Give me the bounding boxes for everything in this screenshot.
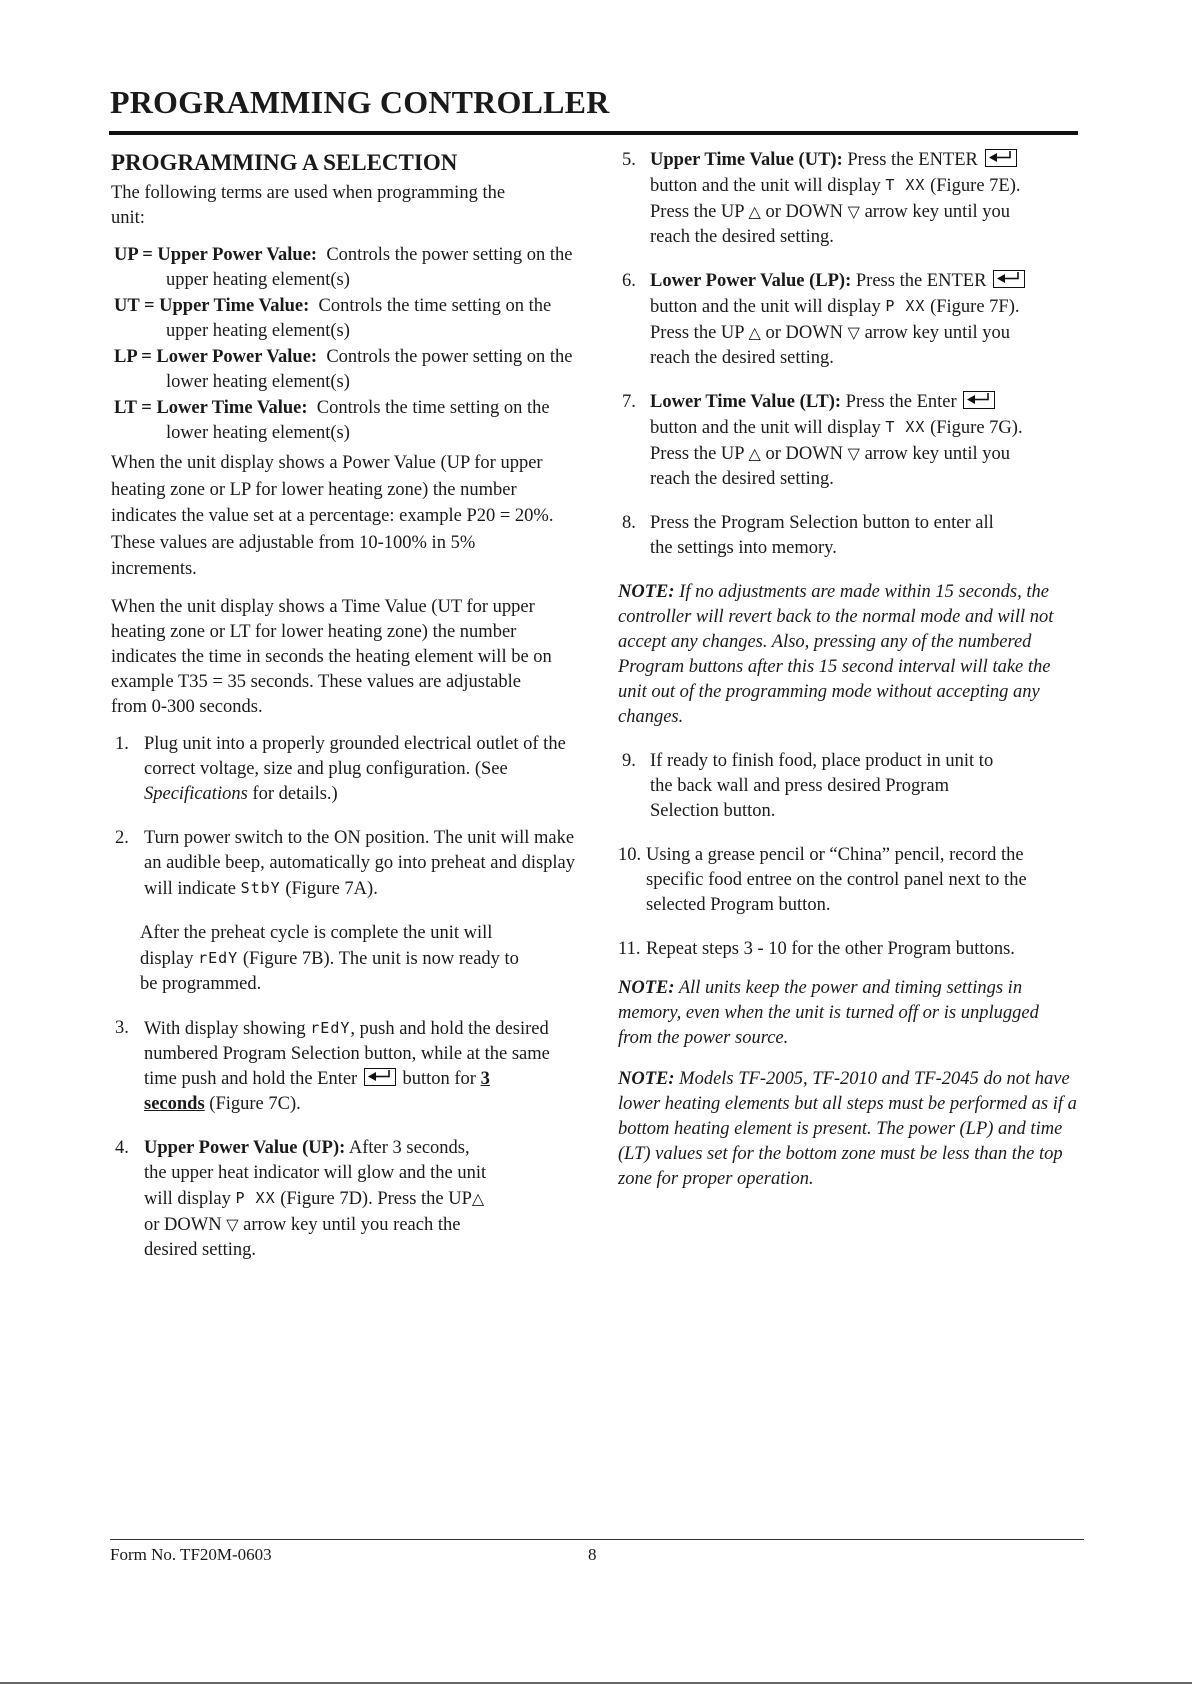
terms-list <box>114 243 581 446</box>
intro-text: The following terms are used when programming the unit: <box>111 183 506 228</box>
step-text-part: (Figure 7A). <box>280 878 378 899</box>
lcd-display-text: rEdY <box>310 1018 351 1037</box>
step-text-part: button for <box>397 1068 481 1089</box>
footer-divider <box>110 1539 1084 1540</box>
step-7 <box>618 390 1088 492</box>
term-up <box>114 243 581 293</box>
term-lt <box>114 396 581 446</box>
step-6 <box>618 269 1088 371</box>
step-number: 10. <box>618 845 642 865</box>
step-text-part: or DOWN <box>760 444 848 464</box>
step-text-part: or DOWN <box>144 1214 227 1235</box>
step-text-part: Plug unit into a properly grounded electrical outlet of the correct voltage, size and plug configuration. (See <box>144 733 566 779</box>
right-column <box>618 148 1088 1211</box>
step-text-emphasis: 3 seconds <box>144 1068 490 1114</box>
down-arrow-icon: ▽ <box>226 1214 239 1234</box>
enter-key-icon <box>993 270 1025 288</box>
step-label: Lower Time Value (LT): <box>650 392 842 412</box>
term-lp <box>114 345 581 395</box>
page-title: PROGRAMMING CONTROLLER <box>110 84 610 120</box>
step-text-part: (Figure 7C). <box>204 1093 301 1114</box>
enter-key-icon <box>963 391 995 409</box>
step-text-part: arrow key until you reach the desired setting. <box>650 202 1010 247</box>
step-text <box>144 1136 581 1263</box>
step-text-part: Press the ENTER <box>851 271 992 291</box>
step-text-part: arrow key until you reach the desired setting. <box>144 1214 461 1260</box>
step-label: Upper Power Value (UP): <box>144 1137 346 1158</box>
step-text <box>144 1016 581 1117</box>
step-text-part: Turn power switch to the ON position. The unit will make an audible beep, automatically go into preheat and display will indicate <box>144 827 576 899</box>
step-text-part: , push and hold the desired numbered Program Selection button, while at the same time push and hold the Enter <box>144 1018 550 1089</box>
step-text-part: Press the Enter <box>841 392 962 412</box>
step-number: 2. <box>115 827 129 848</box>
term-desc: Controls the power setting on the upper heating element(s) <box>166 245 573 290</box>
down-arrow-icon: ▽ <box>847 444 860 463</box>
section-heading: PROGRAMMING A SELECTION <box>111 150 458 175</box>
step-number: 7. <box>622 392 636 412</box>
term-label: UP = Upper Power Value: <box>114 245 318 265</box>
step-text-part: After 3 seconds, the upper heat indicator will glow and the unit will display <box>144 1137 487 1209</box>
step-text-part: (Figure 7E). Press the UP <box>650 176 1021 222</box>
footer-page-number: 8 <box>588 1545 597 1564</box>
enter-key-icon <box>364 1068 396 1086</box>
step-text <box>650 269 1088 371</box>
note-label: NOTE: <box>618 978 675 998</box>
step-text-part: or DOWN <box>760 323 848 343</box>
step-11 <box>618 937 1088 962</box>
step-9 <box>618 749 1088 824</box>
down-arrow-icon: ▽ <box>847 323 860 342</box>
step-text-part: or DOWN <box>760 202 848 222</box>
page-bottom-edge <box>0 1682 1192 1684</box>
title-divider <box>109 131 1078 135</box>
lcd-display-text: T XX <box>885 176 926 194</box>
note-text: Models TF-2005, TF-2010 and TF-2045 do not have lower heating elements but all steps must be performed as if a bottom heating element is present. The power (LP) and time (LT) values set for the bottom zone must be less than the top zone for proper operation. <box>618 1069 1077 1189</box>
step-text: Press the Program Selection button to enter all the settings into memory. <box>650 513 994 558</box>
step-text <box>650 148 1088 250</box>
enter-key-icon <box>985 149 1017 167</box>
lcd-display-text: P XX <box>885 297 926 315</box>
step-text: Using a grease pencil or “China” pencil, record the specific food entree on the control panel next to the selected Program button. <box>646 845 1027 915</box>
time-value-paragraph: When the unit display shows a Time Value (UT for upper heating zone or LT for lower heating zone) the number indicates the time in seconds the heating element will be on example T35 = 35 seconds. These values are adjustable from 0-300 seconds. <box>111 596 552 717</box>
footer-form-number: Form No. TF20M-0603 <box>110 1545 272 1564</box>
step-2-subparagraph <box>140 921 530 997</box>
note-timeout <box>618 580 1066 730</box>
step-text-part: (Figure 7B). The unit is now ready to be programmed. <box>140 948 519 994</box>
note-label: NOTE: <box>618 1069 675 1089</box>
step-text-part: button and the unit will display <box>650 176 886 196</box>
step-text: If ready to finish food, place product in unit to the back wall and press desired Program Selection button. <box>650 751 994 821</box>
step-number: 1. <box>115 733 129 754</box>
step-text-part: (Figure 7D). Press the UP <box>275 1188 472 1209</box>
step-text-part: arrow key until you reach the desired setting. <box>650 323 1010 368</box>
step-number: 8. <box>622 513 636 533</box>
step-text-italic: Specifications <box>144 783 248 804</box>
step-text <box>144 826 581 902</box>
step-5 <box>618 148 1088 250</box>
up-arrow-icon: △ <box>748 444 761 463</box>
lcd-display-text: T XX <box>885 418 926 436</box>
step-label: Upper Time Value (UT): <box>650 150 843 170</box>
term-desc: Controls the power setting on the lower heating element(s) <box>166 347 573 392</box>
note-label: NOTE: <box>618 582 675 602</box>
step-text-part: Press the ENTER <box>842 150 983 170</box>
power-value-paragraph: When the unit display shows a Power Value (UP for upper heating zone or LP for lower heating zone) the number indicates the value set at a percentage: example P20 = 20%. These values are adjustable from 10-100% in 5% increments. <box>111 453 554 579</box>
note-text: If no adjustments are made within 15 seconds, the controller will revert back to the normal mode and will not accept any changes. Also, pressing any of the numbered Program buttons after this 15 second interval will take the unit out of the programming mode without accepting any changes. <box>618 582 1054 727</box>
note-text: All units keep the power and timing settings in memory, even when the unit is turned off or is unplugged from the power source. <box>618 978 1039 1048</box>
step-number: 5. <box>622 150 636 170</box>
up-arrow-icon: △ <box>748 202 761 221</box>
step-10 <box>618 843 1088 918</box>
step-number: 11. <box>618 939 641 959</box>
step-2 <box>111 826 581 902</box>
note-memory <box>618 976 1048 1051</box>
step-number: 9. <box>622 751 636 771</box>
step-text-part: With display showing <box>144 1018 311 1039</box>
term-label: LP = Lower Power Value: <box>114 347 318 367</box>
step-text <box>144 732 581 807</box>
step-text-part: button and the unit will display <box>650 418 886 438</box>
note-models <box>618 1067 1080 1192</box>
step-label: Lower Power Value (LP): <box>650 271 852 291</box>
term-label: UT = Upper Time Value: <box>114 296 310 316</box>
step-text-part: (Figure 7F). Press the UP <box>650 297 1020 343</box>
lcd-display-text: rEdY <box>198 948 239 967</box>
step-number: 6. <box>622 271 636 291</box>
lcd-display-text: StbY <box>240 878 281 897</box>
step-text-part: arrow key until you reach the desired setting. <box>650 444 1010 489</box>
step-text-part: for details.) <box>247 783 338 804</box>
step-4 <box>111 1136 581 1263</box>
step-number: 4. <box>115 1137 129 1158</box>
down-arrow-icon: ▽ <box>847 202 860 221</box>
step-3 <box>111 1016 581 1117</box>
step-1 <box>111 732 581 807</box>
step-8 <box>618 511 1088 561</box>
term-desc: Controls the time setting on the upper heating element(s) <box>166 296 552 341</box>
step-text <box>650 390 1088 492</box>
up-arrow-icon: △ <box>748 323 761 342</box>
term-label: LT = Lower Time Value: <box>114 398 308 418</box>
step-text-part: button and the unit will display <box>650 297 886 317</box>
term-desc: Controls the time setting on the lower heating element(s) <box>166 398 550 443</box>
up-arrow-icon: △ <box>471 1188 485 1208</box>
left-column <box>111 149 581 1282</box>
step-text: Repeat steps 3 - 10 for the other Program buttons. <box>646 939 1015 959</box>
step-number: 3. <box>115 1017 129 1038</box>
term-ut <box>114 294 581 344</box>
step-text-part: After the preheat cycle is complete the unit will display <box>140 922 493 969</box>
step-text-part: (Figure 7G). Press the UP <box>650 418 1023 464</box>
lcd-display-text: P XX <box>235 1188 276 1207</box>
